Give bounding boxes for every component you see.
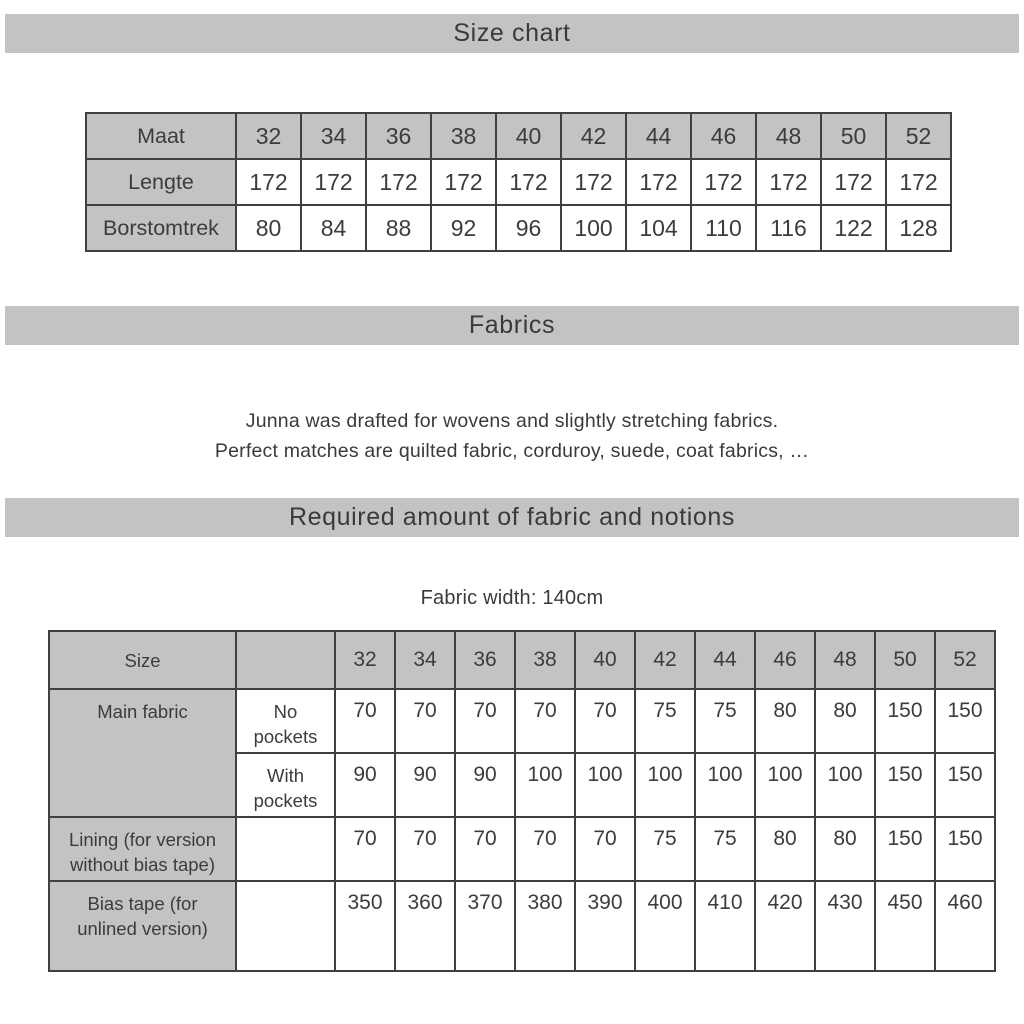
- bias-tape-46: 420: [755, 881, 815, 971]
- fabric-table-header-34: 34: [395, 631, 455, 689]
- main-fabric-no-pockets-36: 70: [455, 689, 515, 753]
- lining-46: 80: [755, 817, 815, 881]
- fabrics-description-line-2: Perfect matches are quilted fabric, corduroy, suede, coat fabrics, …: [214, 440, 810, 462]
- main-fabric-with-pockets-48: 100: [815, 753, 875, 817]
- fabric-table-sub-no-pockets: [236, 689, 335, 753]
- borstomtrek-32: 80: [236, 205, 301, 251]
- section-banner-required-amount: [5, 498, 1019, 537]
- lining-34: 70: [395, 817, 455, 881]
- size-chart-header-44: 44: [626, 113, 691, 159]
- fabric-table-header-sub: [236, 631, 335, 689]
- borstomtrek-52: 128: [886, 205, 951, 251]
- fabric-table-header-38: 38: [515, 631, 575, 689]
- section-title-fabrics: Fabrics: [468, 311, 556, 339]
- lengte-38: 172: [431, 159, 496, 205]
- table-row-bias-tape: [49, 881, 995, 971]
- fabric-table-sub-bias-tape-empty: [236, 881, 335, 971]
- lengte-40: 172: [496, 159, 561, 205]
- fabric-width-note: Fabric width: 140cm: [420, 587, 604, 609]
- fabrics-description: [0, 406, 1024, 466]
- lengte-46: 172: [691, 159, 756, 205]
- borstomtrek-46: 110: [691, 205, 756, 251]
- fabric-table-row-label-bias-tape: [49, 881, 236, 971]
- table-row-borstomtrek: [86, 205, 951, 251]
- main-fabric-no-pockets-34: 70: [395, 689, 455, 753]
- bias-tape-34: 360: [395, 881, 455, 971]
- section-title-required-amount: Required amount of fabric and notions: [288, 503, 736, 531]
- size-chart-header-36: 36: [366, 113, 431, 159]
- bias-tape-52: 460: [935, 881, 995, 971]
- fabric-table-header-52: 52: [935, 631, 995, 689]
- main-fabric-with-pockets-36: 90: [455, 753, 515, 817]
- lining-36: 70: [455, 817, 515, 881]
- bias-tape-36: 370: [455, 881, 515, 971]
- borstomtrek-34: 84: [301, 205, 366, 251]
- table-row-lengte: [86, 159, 951, 205]
- fabric-table-header-32: 32: [335, 631, 395, 689]
- main-fabric-no-pockets-46: 80: [755, 689, 815, 753]
- size-chart-header-38: 38: [431, 113, 496, 159]
- bias-tape-44: 410: [695, 881, 755, 971]
- bias-tape-42: 400: [635, 881, 695, 971]
- lengte-48: 172: [756, 159, 821, 205]
- fabric-table-header-50: 50: [875, 631, 935, 689]
- main-fabric-no-pockets-42: 75: [635, 689, 695, 753]
- fabric-table-header-44: 44: [695, 631, 755, 689]
- borstomtrek-44: 104: [626, 205, 691, 251]
- main-fabric-with-pockets-38: 100: [515, 753, 575, 817]
- sub-label-line-1: With: [267, 765, 304, 786]
- main-fabric-with-pockets-32: 90: [335, 753, 395, 817]
- table-row-main-fabric-no-pockets: [49, 689, 995, 753]
- lengte-42: 172: [561, 159, 626, 205]
- borstomtrek-48: 116: [756, 205, 821, 251]
- borstomtrek-38: 92: [431, 205, 496, 251]
- borstomtrek-40: 96: [496, 205, 561, 251]
- fabric-table-header-42: 42: [635, 631, 695, 689]
- fabric-table-header-size: Size: [49, 631, 236, 689]
- section-title-size-chart: Size chart: [453, 19, 571, 47]
- main-fabric-with-pockets-44: 100: [695, 753, 755, 817]
- main-fabric-no-pockets-48: 80: [815, 689, 875, 753]
- sub-label-line-2: pockets: [253, 726, 318, 747]
- main-fabric-no-pockets-44: 75: [695, 689, 755, 753]
- size-chart-header-40: 40: [496, 113, 561, 159]
- sub-label-line-2: pockets: [253, 790, 318, 811]
- lining-label-line-1: Lining (for version: [68, 829, 217, 850]
- lining-48: 80: [815, 817, 875, 881]
- lengte-50: 172: [821, 159, 886, 205]
- bias-tape-48: 430: [815, 881, 875, 971]
- fabric-requirements-table: [48, 630, 996, 972]
- bias-tape-label-line-2: unlined version): [77, 918, 208, 939]
- main-fabric-no-pockets-50: 150: [875, 689, 935, 753]
- size-chart-header-52: 52: [886, 113, 951, 159]
- size-chart-header-50: 50: [821, 113, 886, 159]
- lengte-36: 172: [366, 159, 431, 205]
- sub-label-line-1: No: [273, 701, 298, 722]
- bias-tape-40: 390: [575, 881, 635, 971]
- lengte-32: 172: [236, 159, 301, 205]
- lengte-34: 172: [301, 159, 366, 205]
- fabric-table-header-40: 40: [575, 631, 635, 689]
- main-fabric-with-pockets-50: 150: [875, 753, 935, 817]
- fabric-table-header-36: 36: [455, 631, 515, 689]
- lining-42: 75: [635, 817, 695, 881]
- fabric-table-sub-with-pockets: [236, 753, 335, 817]
- lining-50: 150: [875, 817, 935, 881]
- size-chart-table: [85, 112, 952, 252]
- table-row-header: [86, 113, 951, 159]
- main-fabric-no-pockets-40: 70: [575, 689, 635, 753]
- main-fabric-with-pockets-52: 150: [935, 753, 995, 817]
- size-chart-header-label: Maat: [86, 113, 236, 159]
- lining-38: 70: [515, 817, 575, 881]
- main-fabric-no-pockets-52: 150: [935, 689, 995, 753]
- bias-tape-38: 380: [515, 881, 575, 971]
- borstomtrek-42: 100: [561, 205, 626, 251]
- main-fabric-no-pockets-32: 70: [335, 689, 395, 753]
- fabric-table-header-46: 46: [755, 631, 815, 689]
- lining-32: 70: [335, 817, 395, 881]
- borstomtrek-36: 88: [366, 205, 431, 251]
- fabrics-description-line-1: Junna was drafted for wovens and slightly stretching fabrics.: [245, 410, 779, 432]
- main-fabric-with-pockets-46: 100: [755, 753, 815, 817]
- main-fabric-with-pockets-34: 90: [395, 753, 455, 817]
- section-banner-fabrics: [5, 306, 1019, 345]
- bias-tape-50: 450: [875, 881, 935, 971]
- size-chart-header-32: 32: [236, 113, 301, 159]
- fabric-table-row-label-main-fabric: Main fabric: [49, 689, 236, 817]
- lining-label-line-2: without bias tape): [69, 854, 215, 875]
- main-fabric-with-pockets-42: 100: [635, 753, 695, 817]
- main-fabric-no-pockets-38: 70: [515, 689, 575, 753]
- lining-44: 75: [695, 817, 755, 881]
- fabric-table-header-48: 48: [815, 631, 875, 689]
- table-row-header: [49, 631, 995, 689]
- bias-tape-label-line-1: Bias tape (for: [87, 893, 198, 914]
- bias-tape-32: 350: [335, 881, 395, 971]
- lining-40: 70: [575, 817, 635, 881]
- fabric-table-row-label-lining: [49, 817, 236, 881]
- size-chart-header-46: 46: [691, 113, 756, 159]
- table-row-lining: [49, 817, 995, 881]
- lining-52: 150: [935, 817, 995, 881]
- fabric-table-sub-lining-empty: [236, 817, 335, 881]
- borstomtrek-50: 122: [821, 205, 886, 251]
- size-chart-header-48: 48: [756, 113, 821, 159]
- main-fabric-with-pockets-40: 100: [575, 753, 635, 817]
- section-banner-size-chart: [5, 14, 1019, 53]
- size-chart-row-label-lengte: Lengte: [86, 159, 236, 205]
- size-chart-header-34: 34: [301, 113, 366, 159]
- lengte-52: 172: [886, 159, 951, 205]
- size-chart-row-label-borstomtrek: Borstomtrek: [86, 205, 236, 251]
- size-chart-header-42: 42: [561, 113, 626, 159]
- lengte-44: 172: [626, 159, 691, 205]
